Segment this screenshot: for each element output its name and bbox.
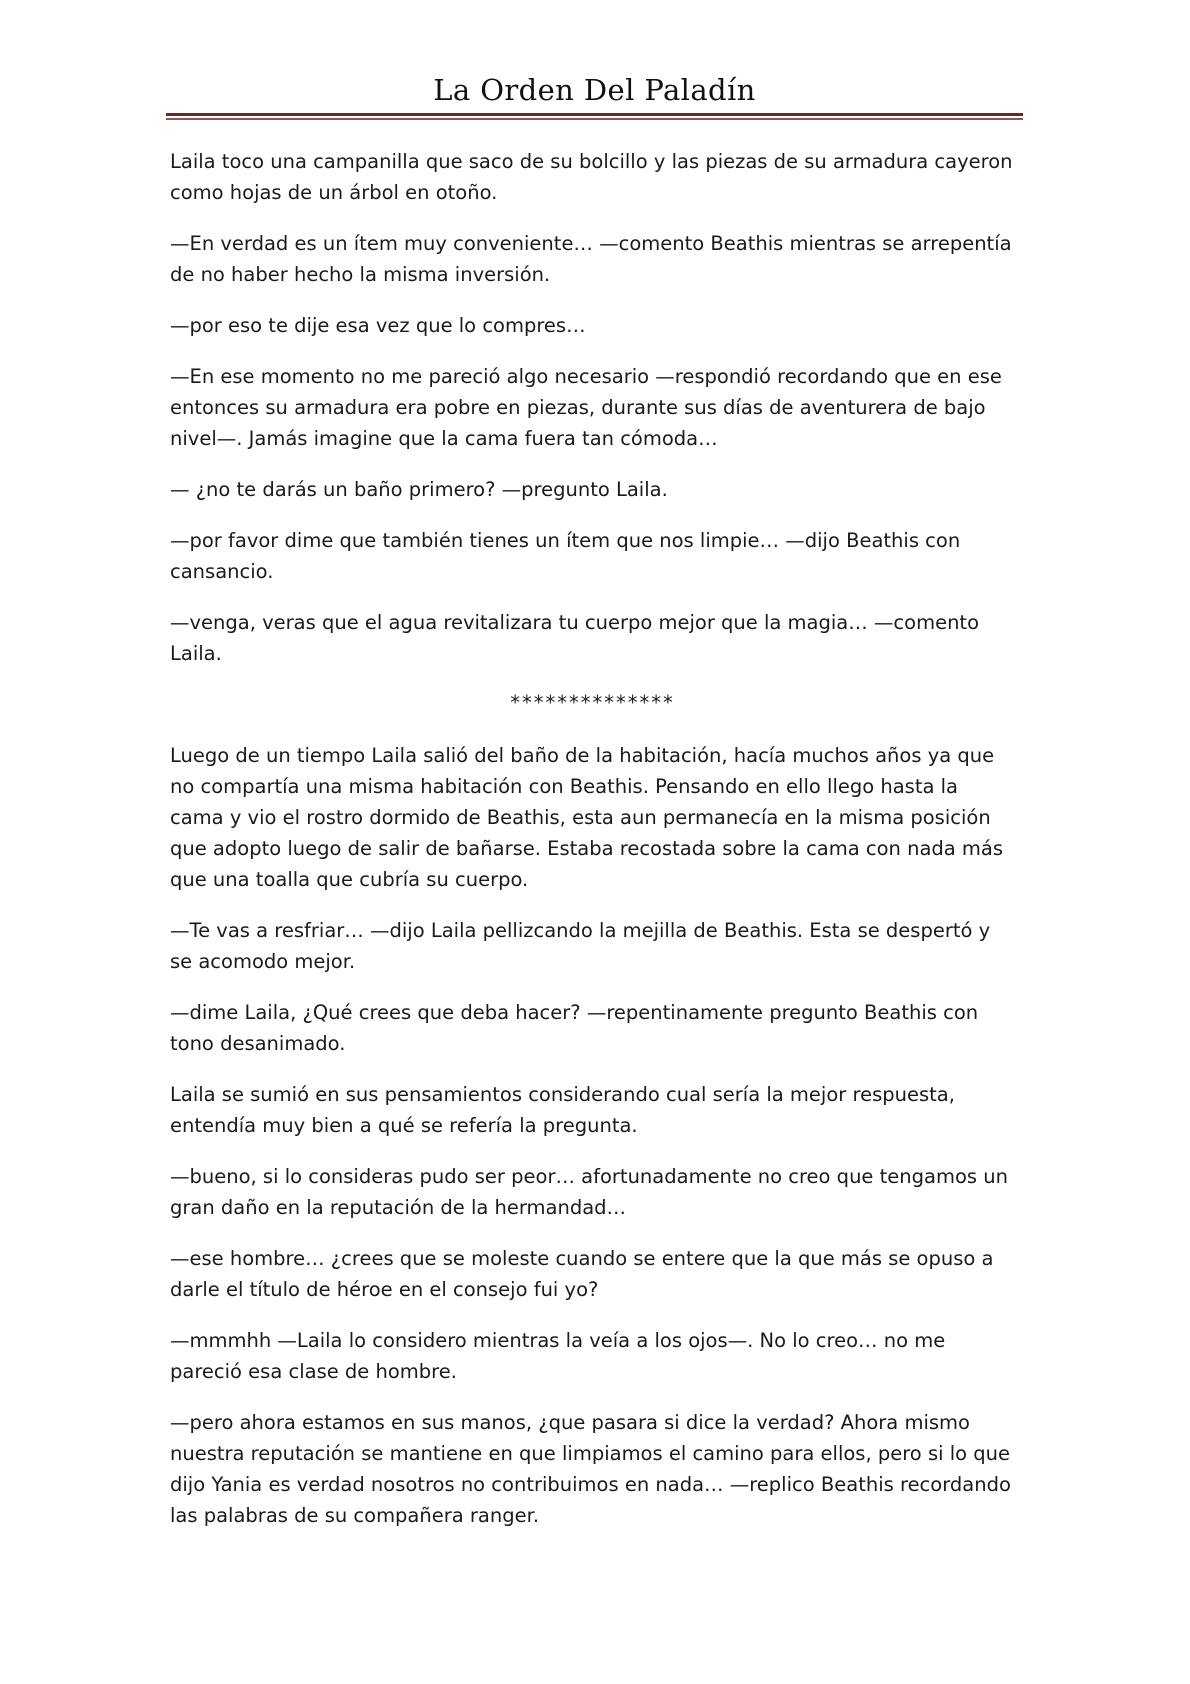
paragraph: —Te vas a resfriar… —dijo Laila pellizcando la mejilla de Beathis. Esta se despertó y se acomodo mejor. bbox=[170, 919, 991, 973]
paragraph: Laila toco una campanilla que saco de su bolcillo y las piezas de su armadura cayeron como hojas de un árbol en otoño. bbox=[170, 150, 1013, 204]
paragraph: — ¿no te darás un baño primero? —pregunto Laila. bbox=[170, 478, 668, 501]
page-title: La Orden Del Paladín bbox=[433, 73, 756, 107]
page-body bbox=[170, 146, 1015, 1551]
paragraph: —por eso te dije esa vez que lo compres… bbox=[170, 314, 586, 337]
paragraph: —En ese momento no me pareció algo necesario —respondió recordando que en ese entonces su armadura era pobre en piezas, durante sus días de aventurera de bajo nivel—. Jamás imagine que la cama fuera tan cómoda… bbox=[170, 365, 1002, 450]
paragraph: Luego de un tiempo Laila salió del baño de la habitación, hacía muchos años ya que no compartía una misma habitación con Beathis. Pensando en ello llego hasta la cama y vio el rostro dormido de Beathis, esta aun permanecía en la misma posición que adopto luego de salir de bañarse. Estaba recostada sobre la cama con nada más que una toalla que cubría su cuerpo. bbox=[170, 744, 1004, 891]
paragraph: —venga, veras que el agua revitalizara tu cuerpo mejor que la magia… —comento Laila. bbox=[170, 611, 980, 665]
header-divider bbox=[166, 113, 1023, 116]
paragraph: —bueno, si lo consideras pudo ser peor… afortunadamente no creo que tengamos un gran daño en la reputación de la hermandad… bbox=[170, 1165, 1008, 1219]
scene-separator: ************** bbox=[510, 691, 675, 714]
header-divider-thin bbox=[166, 118, 1023, 120]
page-header bbox=[166, 70, 1023, 120]
paragraph: —pero ahora estamos en sus manos, ¿que pasara si dice la verdad? Ahora mismo nuestra reputación se mantiene en que limpiamos el camino para ellos, pero si lo que dijo Yania es verdad nosotros no contribuimos en nada… —replico Beathis recordando las palabras de su compañera ranger. bbox=[170, 1411, 1011, 1527]
paragraph: —mmmhh —Laila lo considero mientras la veía a los ojos—. No lo creo… no me pareció esa clase de hombre. bbox=[170, 1329, 946, 1383]
paragraph: Laila se sumió en sus pensamientos considerando cual sería la mejor respuesta, entendía muy bien a qué se refería la pregunta. bbox=[170, 1083, 955, 1137]
paragraph: —dime Laila, ¿Qué crees que deba hacer? —repentinamente pregunto Beathis con tono desanimado. bbox=[170, 1001, 979, 1055]
paragraph: —por favor dime que también tienes un ítem que nos limpie… —dijo Beathis con cansancio. bbox=[170, 529, 961, 583]
paragraph: —ese hombre… ¿crees que se moleste cuando se entere que la que más se opuso a darle el título de héroe en el consejo fui yo? bbox=[170, 1247, 994, 1301]
paragraph: —En verdad es un ítem muy conveniente… —comento Beathis mientras se arrepentía de no haber hecho la misma inversión. bbox=[170, 232, 1012, 286]
